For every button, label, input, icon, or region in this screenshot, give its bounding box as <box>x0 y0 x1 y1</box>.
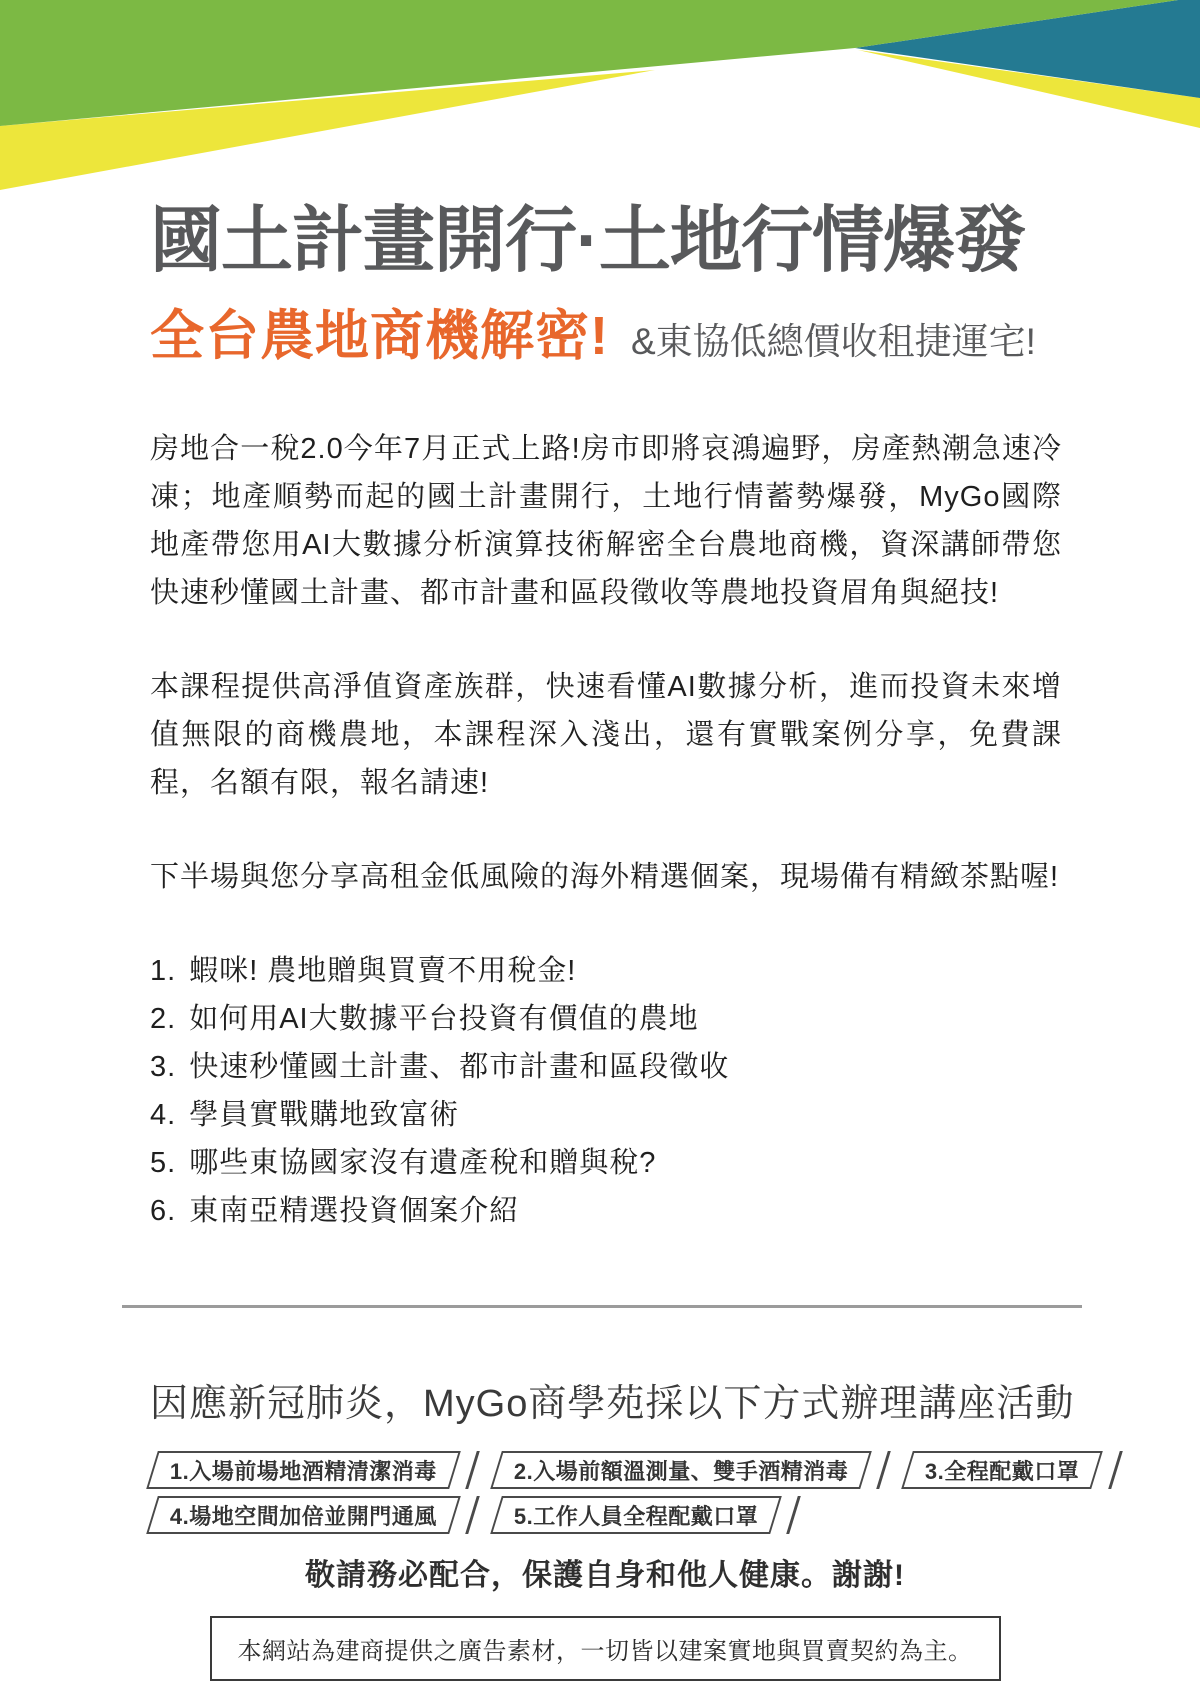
slash-decoration <box>465 1451 480 1489</box>
intro-paragraph-2: 本課程提供高淨值資產族群，快速看懂AI數據分析，進而投資未來增值無限的商機農地，本課程深入淺出，還有實戰案例分享，免費課程，名額有限，報名請速! <box>150 671 1062 799</box>
disclaimer-text: 本網站為建商提供之廣告素材，一切皆以建案實地與買賣契約為主。 <box>237 1638 973 1665</box>
covid-measure-tag-4 <box>146 1496 460 1534</box>
covid-measure-tag-3 <box>901 1451 1103 1489</box>
covid-measures-row-1 <box>152 1451 1080 1489</box>
slash-decoration <box>876 1451 891 1489</box>
agenda-list <box>150 947 1060 1235</box>
section-divider <box>122 1305 1082 1308</box>
intro-paragraph-3: 下半場與您分享高租金低風險的海外精選個案，現場備有精緻茶點喔! <box>150 861 1060 893</box>
covid-measure-tag-1 <box>146 1451 460 1489</box>
intro-paragraph-1: 房地合一稅2.0今年7月正式上路!房市即將哀鴻遍野，房產熱潮急速冷凍；地產順勢而起的國土計畫開行，土地行情蓄勢爆發，MyGo國際地產帶您用AI大數據分析演算技術解密全台農地商機，資深講師帶您快速秒懂國土計畫、都市計畫和區段徵收等農地投資眉角與絕技! <box>150 433 1062 609</box>
covid-measure-tag-5 <box>490 1496 782 1534</box>
slash-decoration <box>1108 1451 1123 1489</box>
agenda-item-number: 6. <box>150 1195 177 1227</box>
agenda-item-number: 2. <box>150 1003 177 1035</box>
slash-decoration <box>465 1496 480 1534</box>
agenda-item-2 <box>150 995 1060 1043</box>
agenda-item-text: 哪些東協國家沒有遺產稅和贈與稅? <box>189 1147 657 1179</box>
covid-note: 敬請務必配合，保護自身和他人健康。謝謝! <box>305 1559 905 1592</box>
covid-measures-row-2 <box>152 1496 1060 1534</box>
agenda-item-number: 1. <box>150 955 177 987</box>
covid-measure-label: 2.入場前額溫測量、雙手酒精消毒 <box>513 1458 849 1484</box>
covid-measure-label: 4.場地空間加倍並開門通風 <box>170 1503 437 1529</box>
agenda-item-5 <box>150 1139 1060 1187</box>
subtitle-secondary: &東協低總價收租捷運宅! <box>630 321 1036 362</box>
agenda-item-4 <box>150 1091 1060 1139</box>
covid-measure-label: 5.工作人員全程配戴口罩 <box>513 1503 759 1529</box>
agenda-item-1 <box>150 947 1060 995</box>
subtitle-highlight: 全台農地商機解密! <box>150 306 609 366</box>
slash-decoration <box>786 1496 801 1534</box>
agenda-item-number: 3. <box>150 1051 177 1083</box>
covid-measure-label: 3.全程配戴口罩 <box>925 1458 1080 1484</box>
agenda-item-text: 東南亞精選投資個案介紹 <box>189 1195 520 1227</box>
agenda-item-text: 學員實戰購地致富術 <box>189 1099 460 1131</box>
covid-measures <box>152 1451 1080 1534</box>
page-subtitle <box>150 293 1060 370</box>
agenda-item-text: 蝦咪! 農地贈與買賣不用稅金! <box>189 955 577 987</box>
agenda-item-6 <box>150 1187 1060 1235</box>
covid-measure-label: 1.入場前場地酒精清潔消毒 <box>170 1458 437 1484</box>
disclaimer-box <box>210 1616 1001 1681</box>
agenda-item-3 <box>150 1043 1060 1091</box>
agenda-item-number: 4. <box>150 1099 177 1131</box>
agenda-item-text: 快速秒懂國土計畫、都市計畫和區段徵收 <box>189 1051 730 1083</box>
agenda-item-text: 如何用AI大數據平台投資有價值的農地 <box>189 1003 699 1035</box>
covid-measure-tag-2 <box>490 1451 872 1489</box>
covid-section-heading: 因應新冠肺炎，MyGo商學苑採以下方式辦理講座活動 <box>150 1383 1075 1425</box>
page-title: 國土計畫開行·土地行情爆發 <box>150 201 1025 281</box>
agenda-item-number: 5. <box>150 1147 177 1179</box>
